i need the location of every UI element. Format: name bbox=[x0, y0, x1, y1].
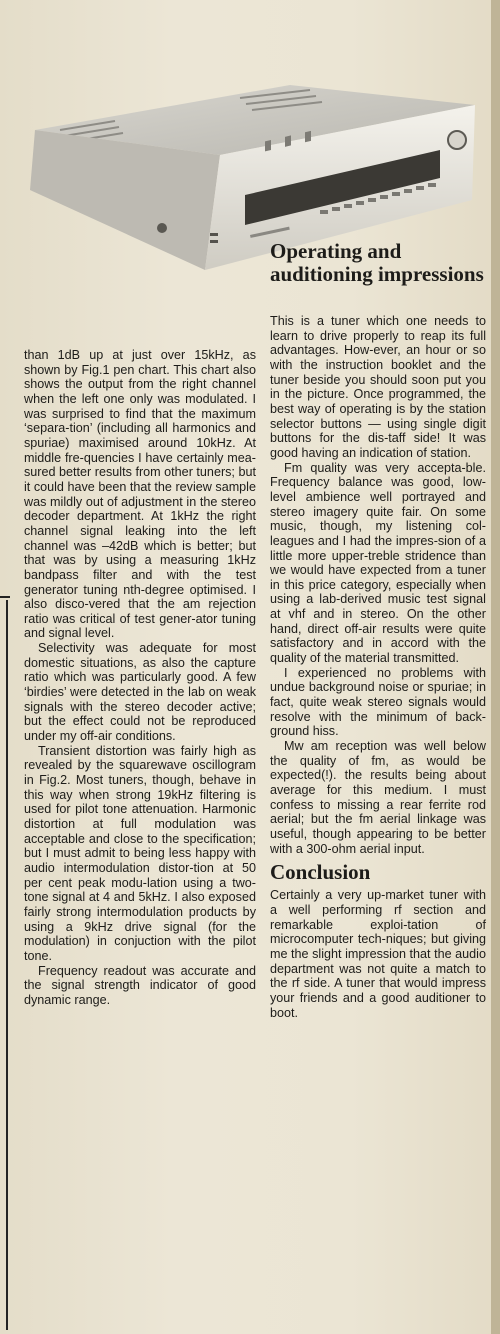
paragraph: Fm quality was very accepta-ble. Frequency balance was good, low-level ambience well portrayed and stereo imagery quite fair. On some music, though, my listening col-leagues and I had the impres-sion of a little more upper-treble stridence than we would have expected from a tuner in this price category, especially when using a lab-derived music test signal at vhf and in stereo. On the other hand, direct off-air results were quite satisfactory and in accord with the quality of the material transmitted. bbox=[270, 460, 486, 666]
page-edge bbox=[491, 0, 500, 1334]
right-column bbox=[270, 314, 486, 1020]
power-button bbox=[157, 223, 167, 233]
tuning-knob bbox=[448, 131, 466, 149]
paragraph: Mw am reception was well below the quality of fm, as would be expected(!). the results being about average for this medium. I must confess to missing a rear ferrite rod aerial; but the fm aerial linkage was useful, though appearing to be better with a 300-ohm aerial input. bbox=[270, 739, 486, 856]
paragraph: than 1dB up at just over 15kHz, as shown by Fig.1 pen chart. This chart also shows the output from the right channel when the left one only was modulated. I was surprised to find that the maximum ‘separa-tion’ (including all harmonics and spuriae) maximised around 10kHz. At middle fre-quencies I have certainly mea-sured better results from other tuners; but it could have been that the review sample was mildly out of adjustment in the stereo decoder department. At 1kHz the right channel signal leaking into the left channel was –42dB which is better; but that was by using a measuring 1kHz bandpass filter and with the test generator tuning nth-degree optimised. I also disco-vered that the am rejection ratio was critical of test gener-ator tuning and signal level. bbox=[24, 348, 256, 641]
conclusion-paragraph: Certainly a very up-market tuner with a well performing rf section and remarkable exploi-tation of microcomputer tech-niques; but giving me the slight impression that the audio department was not quite a match to the rf side. A tuner that would impress your friends and a good auditioner to boot. bbox=[270, 888, 486, 1020]
heading-operating: Operating and auditioning impressions bbox=[270, 239, 484, 286]
column-rule bbox=[6, 600, 8, 1330]
paragraph: Selectivity was adequate for most domestic situations, as also the capture ratio which was particularly good. A few ‘birdies’ were detected in the lab on weak signals with the stereo decoder active; but the effect could not be reproduced under my off-air conditions. bbox=[24, 641, 256, 744]
heading-conclusion: Conclusion bbox=[270, 860, 371, 885]
brand-mark bbox=[210, 233, 218, 236]
paragraph: I experienced no problems with undue background noise or spuriae; in fact, quite weak stereo signals would resolve with the minimum of back-ground hiss. bbox=[270, 665, 486, 739]
paragraph: This is a tuner which one needs to learn to drive properly to reap its full advantages. How-ever, an hour or so with the instruction booklet and the tuner beside you should soon put you in the picture. Once programmed, the best way of operating is by the station selector buttons — using single digit buttons for the dis-taff side! It was good having an indication of station. bbox=[270, 314, 486, 460]
margin-tick bbox=[0, 596, 10, 598]
left-column bbox=[24, 348, 256, 1008]
paragraph: Transient distortion was fairly high as revealed by the squarewave oscillogram in Fig.2. Most tuners, though, behave in this way when strong 19kHz filtering is used for pilot tone attenuation. Harmonic distortion at full modulation was acceptable and close to the specification; but I must admit to being less happy with audio intermodulation distor-tion at 50 per cent peak modu-lation using a two-tone signal at 4 and 5kHz. I also exposed fairly strong intermodulation products by using a 9kHz drive signal (for the modulation) in conjuction with the pilot tone. bbox=[24, 743, 256, 963]
paragraph: Frequency readout was accurate and the signal strength indicator of good dynamic range. bbox=[24, 963, 256, 1007]
